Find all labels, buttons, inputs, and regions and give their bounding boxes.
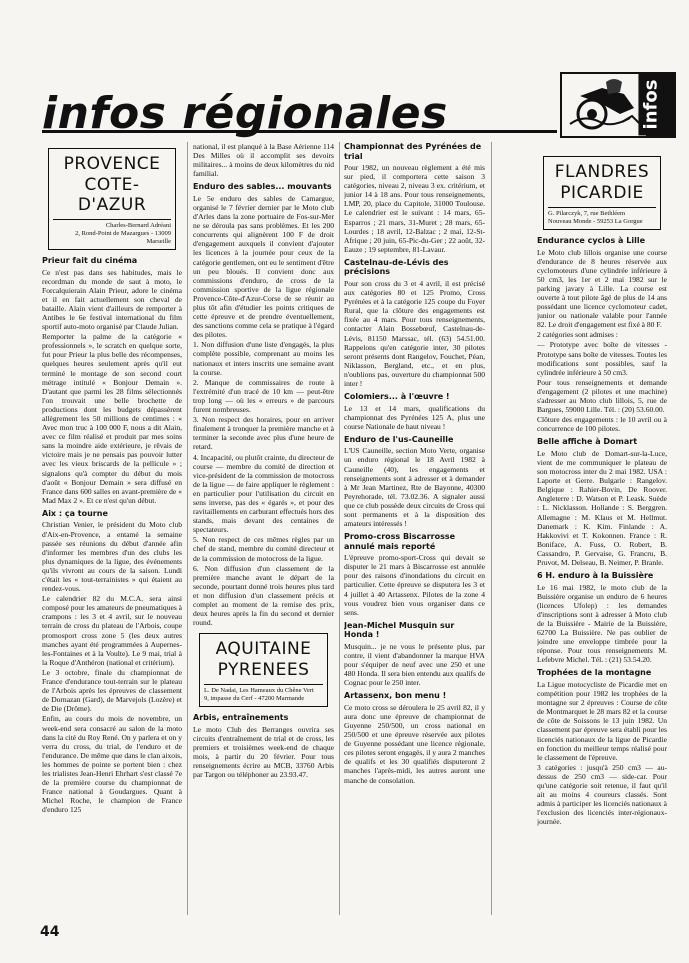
contact-line1: L. De Nadai, Les Hameaux du Chêne Vert [204, 687, 314, 695]
article-paragraph: 6. Non diffusion d'un classement de la première manche avant le départ de la seconde, pourtant donné trois heures plus tard et non diffusion d'un classement précis et complet au moment de la remise des prix, deux heures après la fin du second et dernier round. [193, 563, 334, 628]
column-4 [537, 150, 667, 919]
article-paragraph: L'épreuve promo-sport-Cross qui devait se disputer le 21 mars à Biscarrosse est annulée pour des raisons d'inondations du circuit en particulier. Cette épreuve se disputera les 3 et 4 juillet à 40 Artassenx. Pilotes de la zone 4 vous voudrez bien vous organiser dans ce sens. [344, 553, 485, 617]
article-paragraph: 3 catégories : jusqu'à 250 cm3 — au-dessus de 250 cm3 — side-car. Pour qu'une catégorie soit retenue, il faut qu'il ait au moins 4 coureurs classés. Sont admis à participer les licenciés nationaux à l'exclusion des licenciés inter-régionaux-journée. [537, 762, 667, 827]
region-title-line1: PROVENCE [63, 154, 161, 174]
column-divider [491, 142, 492, 915]
article-title: 6 H. enduro à la Buissière [537, 571, 654, 581]
article-paragraph: L'US Cauneille, section Moto Verte, organise un enduro régional le 18 Avril 1982 à Cauneille (40), les engagements et renseignements sont à adresser et à demander à Mr Jean Martinez, Rte de Bayonne, 40300 Peyrehorade, tél. 73.02.36. A signaler aussi que ce club possède deux circuits de Cross qui sont permanents et à la disposition des amateurs intéressés ! [344, 446, 485, 529]
article-paragraph: 3. Non respect des horaires, pour en arriver finalement à tronquer la première manche et à terminer la seconde avec plus d'une heure de retard. [193, 415, 334, 452]
article-title: Colomiers... à l'œuvre ! [344, 392, 450, 402]
article-title: Endurance cyclos à Lille [537, 236, 645, 245]
column-divider [187, 142, 188, 915]
contact-line2: Nouveau Monde - 59253 La Gorgue [548, 218, 643, 225]
article-title: Jean-Michel Musquin sur Honda ! [344, 620, 455, 640]
article-title: Trophées de la montagne [537, 668, 652, 678]
contact-line1: Charles-Bernard Adréani [105, 222, 171, 229]
article-paragraph: Le calendrier 82 du M.C.A. sera ainsi composé pour les amateurs de pneumatiques à crampons : les 3 et 4 avril, sur le nouveau terrain de cross du plateau de l'Arbois, coupe promosport cross zone 5 (les deux autres manches ayant été programmées à Aupernes-les-Fontaines et à la Voulte). Le 9 mai, trial à la Roque d'Anthéron (national et critérium). [42, 594, 182, 667]
region-contact [204, 684, 323, 703]
article-title: Castelnau-de-Lévis des précisions [344, 257, 449, 277]
article-paragraph: Le 3 octobre, finale du championnat de France d'endurance tout-terrain sur le plateau de l'Arbois après les épreuves de classement de Dornazan (Gard), de Marvejols (Lozère) et de Die (Drôme). [42, 667, 182, 714]
page-number: 44 [40, 924, 60, 940]
article-paragraph: Le Moto club de Domart-sur-la-Luce, vient de me communiquer le plateau de son motocross inter du 2 mai 1982. USA : Laporte et Gerre. Bulgarie : Rangelov. Belgique : Rahier-Bovin, De Roover. Angleterre : D. Watson et P. Leask. Suède : L. Nicklasson. Hollande : S. Berggren. Allemagne : M. Klaus et M. Hellmut. Danemark : K. Kim. Finlande : A. Hakkovivi et T. Kokonnen. France : R. Boniface, A. Fuss, O. Robert, B. Cassandro, P. Gervaise, G. Francru, B. Pruvot, M. Delseau, B. Neimer, P. Branle. [537, 448, 667, 567]
page-title: infos régionales [42, 88, 448, 139]
article-paragraph: — Prototype avec boîte de vitesses - Prototype sans boîte de vitesses. Toutes les modifications sont possibles, sauf la cylindrée inférieure à 50 cm3. [537, 340, 667, 377]
column-divider [339, 142, 340, 915]
article-paragraph: Clôture des engagements : le 10 avril ou à concurrence de 100 pilotes. [537, 415, 667, 434]
header-rule [42, 130, 557, 133]
contact-line1: G. Pilarczyk, 7, rue Bethléem [548, 210, 626, 217]
contact-line2: 2, Rond-Point de Mazargues - 13009 Marseille [75, 230, 171, 245]
article-title: Promo-cross Biscarrosse annulé mais reporté [344, 532, 456, 551]
article-title: Belle affiche à Domart [537, 437, 638, 447]
article-paragraph: 2. Manque de commissaires de route à l'extrémité d'un tracé de 10 km — peut-être trop long — où les « erreurs » de parcours furent nombreuses. [193, 377, 334, 415]
article-paragraph: Enfin, au cours du mois de novembre, un week-end sera consacré au salon de la moto dans la cité du Roy René. On y parlera et on y verra du cross, du trial, de l'enduro et de l'endurance. De même que dans le clan aixois, les hommes de pointe se portent bien : chez les trialistes Jean-Henri Ehrhart s'est classé 7e de la première course du championnat de France national à Goudargues. Quant à Michel Roche, le champion de France d'enduro 125 [42, 714, 182, 815]
region-title-line2: PYRENEES [217, 660, 310, 681]
region-contact [548, 207, 656, 226]
region-box-flandres [543, 156, 661, 230]
region-box-provence [48, 148, 176, 250]
article-paragraph: Christian Venier, le président du Moto club d'Aix-en-Provence, a entamé la semaine passée ses réunions du début d'année afin d'informer les membres d'un des clubs les plus dynamiques de la ligue, des événements qu'ils vivront au cours de la saison. Lundi c'était les « tout-terrainistes » qui étaient au rendez-vous. [42, 520, 182, 594]
article-paragraph: Musquin... je ne vous le présente plus, par contre, il vient d'abandonner la marque HVA pour s'équiper de neuf avec une 250 et une 480 Honda. Il sera bien entendu aux qualifs de Cognac pour le 250 inter. [344, 641, 485, 688]
article-title: Enduro des sables... mouvants [193, 182, 332, 192]
article-paragraph: Le 5e enduro des sables de Camargue, organisé le 7 février dernier par le Moto club d'Arles dans la zone portuaire de Fos-sur-Mer ne se déroula pas sans problèmes. Et les 200 concurrents qui alignèrent 100 F de droit d'engagement auxquels il convient d'ajouter les licences à la journée pour ceux de la catégorie gentlemen, ont eu le sentiment d'être un peu bloués. Il convient donc aux commissions d'enduro, de cross de la commission sportive de la ligue régionale Provence-Côte-d'Azur-Corse de se réunir au plus tôt afin d'étudier les points critiques de cette épreuve et de prendre éventuellement, des sanctions comme cela se pratique à l'égard des pilotes. [193, 193, 334, 340]
article-paragraph: Remporter la palme de la catégorie « professionnels », le scratch en quelque sorte, fut pour Prieur la plus belle des récompenses, quelques heures seulement après qu'il eut terminé le montage de son second court métrage intitulé « Bonjour Demain ». D'autant que parmi les 28 films sélectionnés l'on trouvait une belle brochette de productions dont les budgets dépassèrent allègrement les 50 millions de centimes : « Avec mon truc à 100 000 F, nous a dit Alain, avec ce film réalisé et produit par mes soins sans la moindre aide extérieure, je rêvais de victoire mais je ne pensais pas pouvoir lutter avec les vieux briscards de la pellicule » ; signalons qu'à compter du début du mois d'août « Bonjour Demain » sera diffusé en France dans 600 salles en avant-première de « Mad Max 2 ». Et ce n'est qu'un début. [42, 332, 182, 505]
article-paragraph: 4. Incapacité, ou plutôt crainte, du directeur de course — membre du comité de direction et vice-président de la commission de motocross de la ligue — de faire appliquer le règlement : en particulier pour l'utilisation du circuit en sens inverse, pas des « égarés », et pour des ravitaillements en carburant effectués hors des stands, mais devant des centaines de spectateurs. [193, 452, 334, 535]
region-box-aquitaine [199, 633, 328, 707]
article-title: Artassenx, bon menu ! [344, 691, 447, 701]
column-1 [42, 142, 182, 919]
article-paragraph: 5. Non respect de ces mêmes règles par un chef de stand, membre du comité directeur et de la commission de motocross de la ligue. [193, 535, 334, 563]
article-paragraph: Pour son cross du 3 et 4 avril, il est précisé aux catégories 80 et 125 Promo, Cross Pyrénées et à la catégorie 125 coupe du Foyer Rural, que la clôture des engagements est fixée au 4 mars. Pour tous renseignements, contacter Alain Bossebœuf, Castelnau-de-Lévis, 81150 Marssac, tél. (63) 54.51.00. Rappelons qu'en catégorie inter, 30 pilotes seront présents dont Rangelov, Fouchet, Péan, Niklasson, Bergland, etc., et en plus, n'oublions pas, ouverture du championnat 500 inter ! [344, 278, 485, 388]
article-title: Enduro de l'us-Cauneille [344, 434, 454, 444]
article-paragraph: Le moto Club des Berranges ouvrira ses circuits d'entraînement de trial et de cross, les premiers et troisièmes week-end de chaque mois, à partir du 20 février. Pour tous renseignements écrire au MCB, 33760 Arbis par Targon ou téléphoner au 23.93.47. [193, 724, 334, 780]
article-paragraph: Le Moto club lillois organise une course d'endurance de 8 heures réservée aux cyclomoteurs d'une cylindrée inférieure à 50 cm3, les 1er et 2 mai 1982 sur le parking javary à Lille. La course est ouverte à tout pilote âgé de plus de 14 ans possédant une licence cyclomoteur cadet, junior ou nationale valable pour l'année 82. Le droit d'engagement est fixé à 80 F. [537, 247, 667, 330]
article-paragraph: Le 16 mai 1982, le moto club de la Buissière organise un enduro de 6 heures (licences Ufolep) : les demandes d'inscriptions sont à adresser à Moto club de la Buissière - Mairie de la Buissière, 62700 La Buissière. Ne pas oublier de joindre une enveloppe timbrée pour la réponse. Pour tous renseignements M. Lefebvre Michel. Tél. : (21) 53.54.20. [537, 582, 667, 665]
article-title: Prieur fait du cinéma [42, 256, 138, 265]
article-paragraph: Ce n'est pas dans ses habitudes, mais le recordman du monde de saut à moto, le Forcalquierain Alain Prieur, adore le cinéma et il en fait actuellement son cheval de bataille. Alain vient d'ailleurs de remporter à Antibes le 6e festival international du film sportif auto-moto organisé par Claude Julian. [42, 267, 182, 332]
logo-text: infos [639, 74, 664, 136]
article-paragraph: 2 catégories sont admises : [537, 330, 618, 340]
article-paragraph: Le 13 et 14 mars, qualifications du championnat des Pyrénées 125 A, plus une course Nationale de haut niveau ! [344, 403, 485, 431]
infos-logo [560, 72, 676, 138]
article-title: Aix : ça tourne [42, 508, 108, 518]
region-contact [53, 219, 171, 246]
region-title-line2: PICARDIE [560, 183, 644, 203]
region-title-line2: COTE-D'AZUR [77, 175, 147, 215]
article-paragraph: 1. Non diffusion d'une liste d'engagés, la plus complète possible, comprenant au moins les nationaux et inters inscrits une semaine avant la course. [193, 340, 334, 377]
column-2 [193, 142, 334, 919]
contact-line2: 9, impasse du Cerf - 47200 Marmande [204, 695, 305, 703]
article-paragraph: Ce moto cross se déroulera le 25 avril 82, il y aura donc une épreuve de championnat de Guyenne 250/500, un cross national en 250/500 et une épreuve réservée aux pilotes de Guyenne possédant une licence régionale, ces pilotes seront engagés, il y aura 2 manches de qualifs et les 30 qualifiés disputeront 2 manches l'après-midi, les autres auront une manche de consolation. [344, 702, 485, 785]
article-paragraph: Pour tous renseignements et demande d'engagement (2 pilotes et une machine) s'adresser au Moto club lillois, 5, rue de Bargues, 59000 Lille. Tél. : (20) 53.60.00. [537, 377, 667, 415]
article-title: Arbis, entraînements [193, 713, 289, 723]
column-3 [344, 142, 485, 919]
article-paragraph: national, il est planqué à la Base Aérienne 114 Des Milles où il accomplit ses devoirs militaires... à moins de deux kilomètres du nid familial. [193, 142, 334, 179]
region-title-line1: AQUITAINE [215, 639, 312, 660]
article-paragraph: La Ligue motocycliste de Picardie met en compétition pour 1982 les trophées de la montagne sur 2 épreuves : Course de côte de Montmarquet le 28 mars 82 et la course de côte de Soissons le 13 juin 1982. Un classement par épreuve sera établi pour les licenciés nationaux de la ligue de Picardie en fonction du meilleur temps réalisé pour le classement de l'épreuve. [537, 679, 667, 762]
region-title-line1: FLANDRES [554, 162, 650, 182]
article-title: Championnat des Pyrénées de trial [344, 142, 482, 161]
article-paragraph: Pour 1982, un nouveau règlement a été mis sur pied, il comportera cette saison 3 catégories, niveau 2, niveau 3 ex. critérium, et junior 14 à 18 ans. Pour tous renseignements, LMP, 20, place du Capitole, 31000 Toulouse. Le calendrier est le suivant : 14 mars, 65-Esparros ; 21 mars, 31-Muret ; 28 mars, 65-Lourdes ; 18 avril, 12-Balzac ; 2 mai, 12-St-Afrique ; 20 juin, 65-Pic-du-Ger ; 22 août, 32-Eauze ; 19 septembre, 81-Lavaur. [344, 163, 485, 254]
